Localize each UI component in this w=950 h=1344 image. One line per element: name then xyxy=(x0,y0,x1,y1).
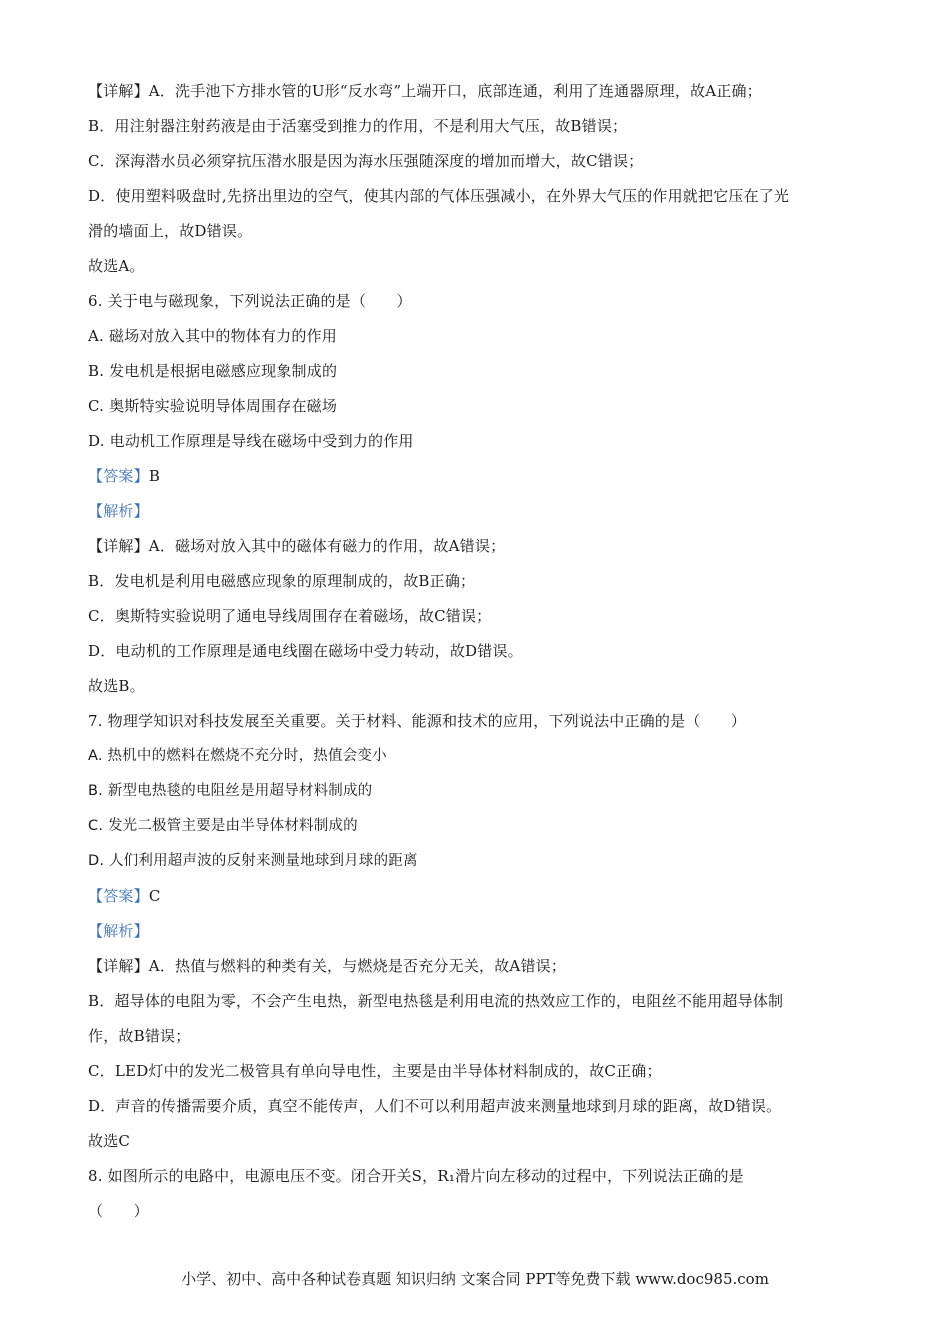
line-text: D. 人们利用超声波的反射来测量地球到月球的距离 xyxy=(88,853,418,869)
line-text: C．奥斯特实验说明了通电导线周围存在着磁场，故C错误； xyxy=(88,607,492,625)
text-line xyxy=(88,669,868,704)
text-line xyxy=(88,1054,868,1089)
text-line xyxy=(88,144,868,179)
text-line xyxy=(88,949,868,984)
line-text: D．电动机的工作原理是通电线圈在磁场中受力转动，故D错误。 xyxy=(88,642,523,660)
question-stem xyxy=(88,284,868,319)
line-text: D．使用塑料吸盘时,先挤出里边的空气，使其内部的气体压强减小，在外界大气压的作用就把它压在了光 xyxy=(88,187,790,205)
answer-label: 【答案】 xyxy=(88,887,149,905)
line-text: B．超导体的电阻为零，不会产生电热，新型电热毯是利用电流的热效应工作的，电阻丝不能用超导体制 xyxy=(88,992,784,1010)
option-line xyxy=(88,424,868,459)
line-text: C．深海潜水员必须穿抗压潜水服是因为海水压强随深度的增加而增大，故C错误； xyxy=(88,152,644,170)
line-text: 7. 物理学知识对科技发展至关重要。关于材料、能源和技术的应用，下列说法中正确的是（ ） xyxy=(88,712,747,730)
line-text: 【详解】A．磁场对放入其中的磁体有磁力的作用，故A错误； xyxy=(88,537,506,555)
analysis-label: 【解析】 xyxy=(88,922,149,940)
line-text: 【详解】A．洗手池下方排水管的U形“反水弯”上端开口，底部连通，利用了连通器原理，故A正确； xyxy=(88,82,762,100)
option-line xyxy=(88,809,868,844)
analysis-line xyxy=(88,914,868,949)
line-text: A. 热机中的燃料在燃烧不充分时，热值会变小 xyxy=(88,748,387,764)
line-text: 滑的墙面上，故D错误。 xyxy=(88,222,253,240)
line-text: B．用注射器注射药液是由于活塞受到推力的作用，不是利用大气压，故B错误； xyxy=(88,117,628,135)
answer-line xyxy=(88,879,868,914)
line-text: A. 磁场对放入其中的物体有力的作用 xyxy=(88,327,337,345)
text-line xyxy=(88,74,868,109)
option-line xyxy=(88,774,868,809)
answer-value: C xyxy=(148,887,161,905)
text-line xyxy=(88,634,868,669)
option-line xyxy=(88,354,868,389)
line-text: B. 发电机是根据电磁感应现象制成的 xyxy=(88,362,338,380)
text-line xyxy=(88,564,868,599)
line-text: B．发电机是利用电磁感应现象的原理制成的，故B正确； xyxy=(88,572,476,590)
line-text: B. 新型电热毯的电阻丝是用超导材料制成的 xyxy=(88,783,373,799)
page-footer: 小学、初中、高中各种试卷真题 知识归纳 文案合同 PPT等免费下载 www.doc985.com xyxy=(181,1270,769,1288)
line-text: 8. 如图所示的电路中，电源电压不变。闭合开关S，R₁滑片向左移动的过程中，下列说法正确的是 xyxy=(88,1167,744,1185)
analysis-line xyxy=(88,494,868,529)
analysis-label: 【解析】 xyxy=(88,502,149,520)
text-line xyxy=(88,1019,868,1054)
line-text: D．声音的传播需要介质，真空不能传声，人们不可以利用超声波来测量地球到月球的距离，故D错误。 xyxy=(88,1097,782,1115)
text-line xyxy=(88,599,868,634)
line-text: C. 发光二极管主要是由半导体材料制成的 xyxy=(88,818,358,834)
option-line xyxy=(88,389,868,424)
document-page xyxy=(88,74,868,1229)
line-text: 作，故B错误； xyxy=(88,1027,191,1045)
option-line xyxy=(88,319,868,354)
text-line xyxy=(88,1089,868,1124)
line-text: C. 奥斯特实验说明导体周围存在磁场 xyxy=(88,397,338,415)
option-line xyxy=(88,844,868,879)
text-line xyxy=(88,109,868,144)
text-line xyxy=(88,1124,868,1159)
text-line xyxy=(88,984,868,1019)
text-line xyxy=(88,529,868,564)
option-line xyxy=(88,739,868,774)
line-text: 故选C xyxy=(88,1132,131,1150)
question-stem xyxy=(88,1159,868,1194)
line-text: 【详解】A．热值与燃料的种类有关，与燃烧是否充分无关，故A错误； xyxy=(88,957,567,975)
line-text: D. 电动机工作原理是导线在磁场中受到力的作用 xyxy=(88,432,414,450)
answer-label: 【答案】 xyxy=(88,467,149,485)
text-line xyxy=(88,249,868,284)
text-line xyxy=(88,214,868,249)
answer-line xyxy=(88,459,868,494)
line-text: （ ） xyxy=(88,1202,149,1220)
text-line xyxy=(88,1194,868,1229)
line-text: 6. 关于电与磁现象，下列说法正确的是（ ） xyxy=(88,292,412,310)
answer-value: B xyxy=(148,467,161,485)
text-line xyxy=(88,179,868,214)
question-stem xyxy=(88,704,868,739)
line-text: 故选B。 xyxy=(88,677,145,695)
line-text: 故选A。 xyxy=(88,257,145,275)
line-text: C．LED灯中的发光二极管具有单向导电性，主要是由半导体材料制成的，故C正确； xyxy=(88,1062,662,1080)
